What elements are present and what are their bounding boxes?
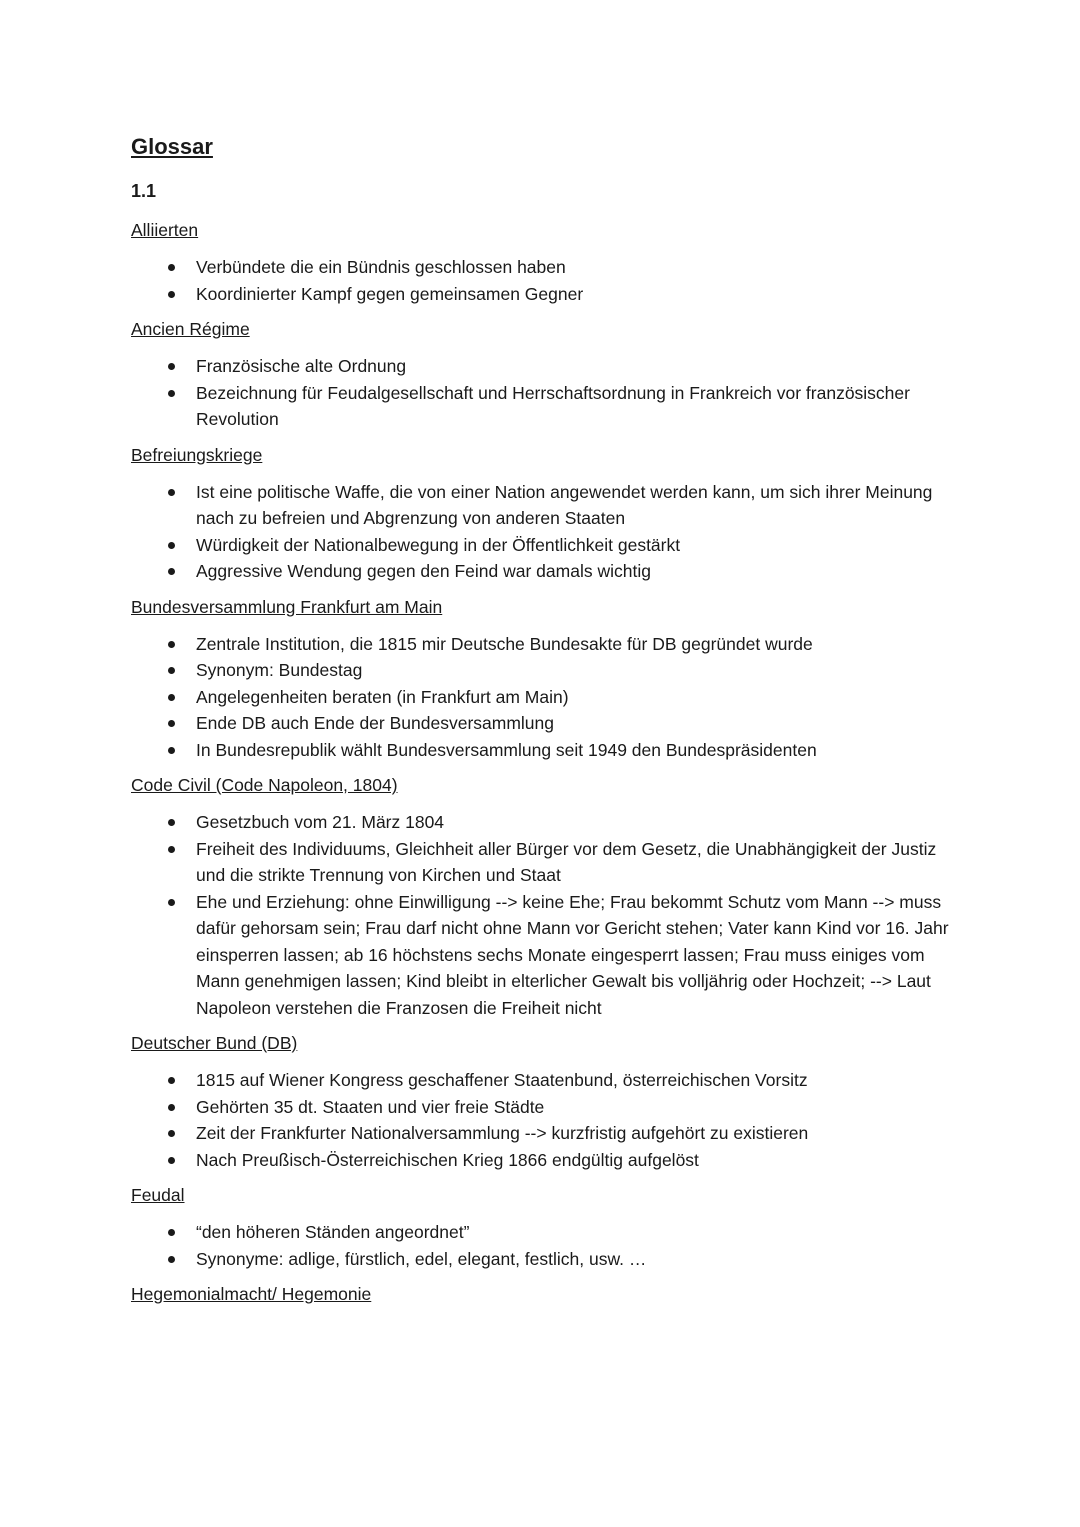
- glossary-term: Befreiungskriege: [131, 444, 263, 465]
- bullet-icon: [168, 899, 175, 906]
- bullet-icon: [168, 542, 175, 549]
- glossary-entry-befreiungskriege: [131, 443, 951, 585]
- list-item-text: Französische alte Ordnung: [196, 356, 407, 376]
- list-item-text: Aggressive Wendung gegen den Feind war damals wichtig: [196, 561, 651, 581]
- bullet-list: [131, 353, 951, 433]
- list-item-text: Ende DB auch Ende der Bundesversammlung: [196, 713, 554, 733]
- bullet-icon: [168, 1157, 175, 1164]
- bullet-icon: [168, 846, 175, 853]
- bullet-icon: [168, 489, 175, 496]
- list-item: [131, 1067, 951, 1094]
- list-item-text: Würdigkeit der Nationalbewegung in der Öffentlichkeit gestärkt: [196, 534, 681, 555]
- bullet-icon: [168, 390, 175, 397]
- bullet-list: [131, 809, 951, 1021]
- list-item: [131, 1219, 951, 1246]
- list-item: [131, 889, 951, 1022]
- bullet-icon: [168, 720, 175, 727]
- bullet-list: [131, 631, 951, 764]
- list-item-text: Bezeichnung für Feudalgesellschaft und Herrschaftsordnung in Frankreich vor französischer Revolution: [196, 382, 910, 429]
- glossary-entry-code-civil: [131, 773, 951, 1021]
- list-item: [131, 479, 951, 532]
- list-item: [131, 809, 951, 836]
- glossary-term: Feudal: [131, 1185, 185, 1205]
- list-item: [131, 532, 951, 559]
- list-item-text: Angelegenheiten beraten (in Frankfurt am Main): [196, 686, 569, 707]
- bullet-icon: [168, 1104, 175, 1111]
- bullet-list: [131, 479, 951, 585]
- glossary-entry-bundesversammlung: [131, 595, 951, 764]
- list-item-text: Zentrale Institution, die 1815 mir Deutsche Bundesakte für DB gegründet wurde: [196, 633, 813, 654]
- bullet-icon: [168, 363, 175, 370]
- glossary-entry-alliierten: [131, 218, 951, 307]
- list-item: [131, 254, 951, 281]
- glossary-term: Deutscher Bund (DB): [131, 1033, 298, 1053]
- list-item: [131, 380, 951, 433]
- glossary-entry-deutscher-bund: [131, 1031, 951, 1173]
- list-item: [131, 710, 951, 737]
- document-page: [131, 132, 951, 1324]
- list-item-text: Gehörten 35 dt. Staaten und vier freie Städte: [196, 1096, 545, 1117]
- list-item-text: Koordinierter Kampf gegen gemeinsamen Gegner: [196, 283, 584, 304]
- list-item: [131, 281, 951, 308]
- list-item: [131, 737, 951, 764]
- list-item-text: Freiheit des Individuums, Gleichheit aller Bürger vor dem Gesetz, die Unabhängigkeit der Justiz und die strikte Trennung von Kirchen und Staat: [196, 838, 937, 885]
- bullet-icon: [168, 291, 175, 298]
- list-item: [131, 1246, 951, 1273]
- glossary-entry-feudal: [131, 1183, 951, 1272]
- bullet-list: [131, 254, 951, 307]
- bullet-icon: [168, 819, 175, 826]
- bullet-icon: [168, 1130, 175, 1137]
- bullet-list: [131, 1219, 951, 1272]
- bullet-icon: [168, 694, 175, 701]
- list-item: [131, 631, 951, 658]
- list-item: [131, 1094, 951, 1121]
- list-item-text: Ist eine politische Waffe, die von einer Nation angewendet werden kann, um sich ihrer Meinung nach zu befreien und Abgrenzung von anderen Staaten: [196, 481, 933, 528]
- glossary-entry-ancien-regime: [131, 317, 951, 433]
- bullet-icon: [168, 264, 175, 271]
- list-item: [131, 558, 951, 585]
- bullet-icon: [168, 641, 175, 648]
- list-item-text: 1815 auf Wiener Kongress geschaffener Staatenbund, österreichischen Vorsitz: [196, 1070, 808, 1090]
- list-item-text: Synonyme: adlige, fürstlich, edel, elegant, festlich, usw. …: [196, 1248, 647, 1269]
- glossary-term: Code Civil (Code Napoleon, 1804): [131, 775, 398, 795]
- list-item: [131, 1120, 951, 1147]
- list-item-text: “den höheren Ständen angeordnet”: [196, 1222, 470, 1242]
- list-item: [131, 353, 951, 380]
- list-item-text: Synonym: Bundestag: [196, 660, 363, 680]
- list-item: [131, 836, 951, 889]
- list-item-text: Verbündete die ein Bündnis geschlossen haben: [196, 257, 566, 277]
- bullet-icon: [168, 667, 175, 674]
- bullet-icon: [168, 1256, 175, 1263]
- list-item: [131, 684, 951, 711]
- bullet-icon: [168, 568, 175, 575]
- glossary-entry-hegemonie: [131, 1282, 951, 1318]
- section-number: 1.1: [131, 181, 157, 201]
- list-item-text: Zeit der Frankfurter Nationalversammlung --> kurzfristig aufgehört zu existieren: [196, 1123, 809, 1143]
- bullet-icon: [168, 1077, 175, 1084]
- glossary-term: Hegemonialmacht/ Hegemonie: [131, 1284, 372, 1304]
- bullet-icon: [168, 747, 175, 754]
- glossary-term: Alliierten: [131, 220, 199, 240]
- document-title: Glossar: [131, 134, 213, 159]
- list-item-text: Nach Preußisch-Österreichischen Krieg 1866 endgültig aufgelöst: [196, 1149, 699, 1170]
- list-item-text: Ehe und Erziehung: ohne Einwilligung --> keine Ehe; Frau bekommt Schutz vom Mann --> muss dafür gehorsam sein; Frau darf nicht ohne Mann vor Gericht stehen; Vater kann Kind vor 16. Jahr einsperren lassen; ab 16 höchstens sechs Monate eingesperrt lassen; Frau muss einiges vom Mann genehmigen lassen; Kind bleibt in elterlicher Gewalt bis volljährig oder Hochzeit; --> Laut Napoleon verstehen die Franzosen die Freiheit nicht: [196, 891, 949, 1018]
- list-item: [131, 1147, 951, 1174]
- glossary-term: Ancien Régime: [131, 319, 250, 339]
- list-item-text: Gesetzbuch vom 21. März 1804: [196, 812, 445, 832]
- list-item-text: In Bundesrepublik wählt Bundesversammlung seit 1949 den Bundespräsidenten: [196, 739, 817, 760]
- list-item: [131, 657, 951, 684]
- glossary-term: Bundesversammlung Frankfurt am Main: [131, 596, 443, 617]
- bullet-list: [131, 1067, 951, 1173]
- bullet-icon: [168, 1229, 175, 1236]
